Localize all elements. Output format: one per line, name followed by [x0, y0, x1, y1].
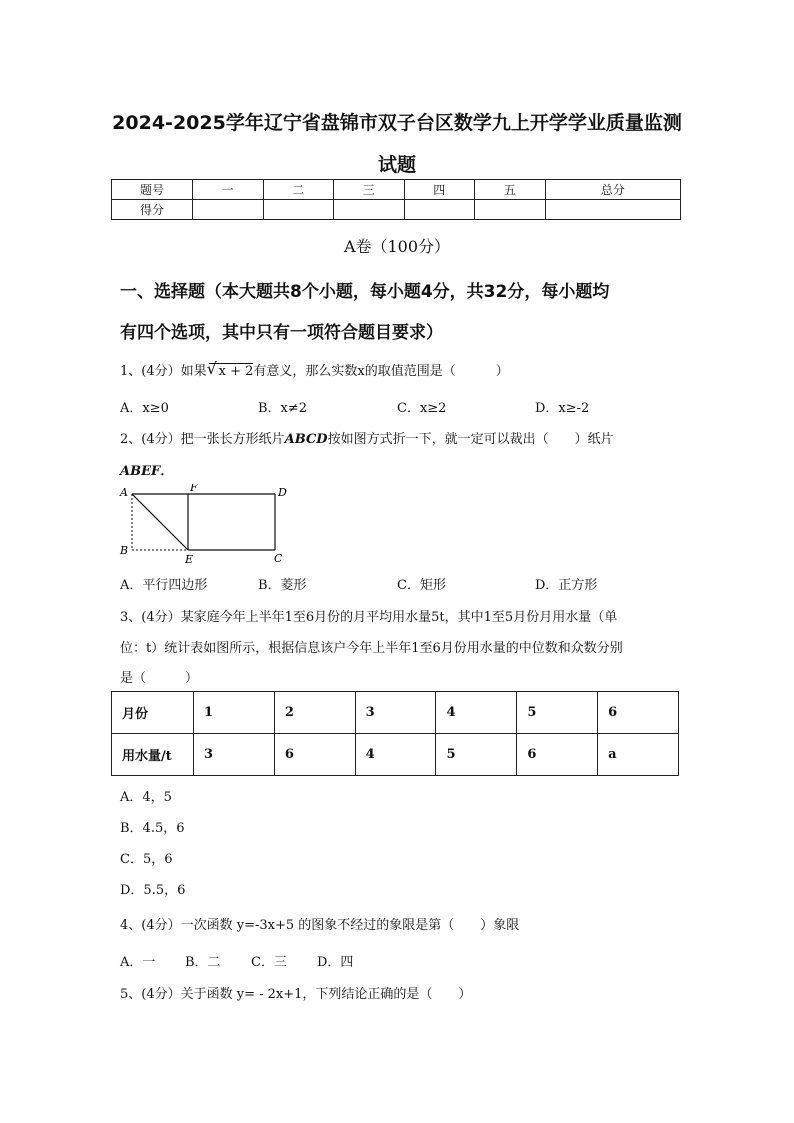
score-header-cell: 题号: [112, 180, 193, 200]
table-cell: 月份: [112, 692, 194, 734]
question-5: 5、(4分）关于函数 y= - 2x+1，下列结论正确的是（ ）: [120, 987, 472, 1002]
section-a-heading: A卷（100分）: [343, 237, 451, 256]
table-cell: 4: [436, 692, 517, 734]
q4-option-c[interactable]: C．三: [251, 955, 287, 970]
question-1: [120, 360, 509, 379]
score-header-row: [112, 180, 681, 200]
q1-prefix: 1、(4分）如果: [120, 364, 207, 379]
q3-option-c[interactable]: C．5，6: [120, 852, 173, 867]
q1-option-b[interactable]: B．x≠2: [258, 401, 308, 416]
table-cell: 4: [355, 734, 436, 776]
table-cell: 1: [194, 692, 275, 734]
q1-option-c[interactable]: C．x≥2: [397, 401, 447, 416]
label-a: A: [120, 486, 128, 499]
table-cell: a: [598, 734, 679, 776]
label-f: F: [190, 484, 198, 494]
label-b: B: [120, 544, 129, 557]
q2-line2: ABEF．: [120, 464, 174, 479]
score-header-cell: 五: [475, 180, 546, 200]
q2-text2: 按如图方式折一下，就一定可以裁出（ ）纸片: [327, 432, 614, 447]
q2-option-c[interactable]: C．矩形: [397, 578, 446, 593]
q2-option-d[interactable]: D．正方形: [535, 578, 598, 593]
part1-heading: 一、选择题（本大题共8个小题，每小题4分，共32分，每小题均: [120, 282, 610, 302]
page-title: 2024-2025学年辽宁省盘锦市双子台区数学九上开学学业质量监测: [112, 112, 682, 134]
score-header-cell: 一: [193, 180, 264, 200]
part1-heading-line2: 有四个选项，其中只有一项符合题目要求）: [120, 323, 443, 343]
question-3: 3、(4分）某家庭今年上半年1至6月份的月平均用水量5t，其中1至5月份月用水量（单: [120, 610, 618, 625]
table-cell: 6: [274, 734, 355, 776]
q1-option-a[interactable]: A．x≥0: [120, 401, 169, 416]
score-row: [112, 200, 681, 220]
score-cell: [334, 200, 405, 220]
score-header-cell: 四: [404, 180, 475, 200]
table-cell: 用水量/t: [112, 734, 194, 776]
question-2: [120, 428, 614, 447]
question-4: 4、(4分）一次函数 y=-3x+5 的图象不经过的象限是第（ ）象限: [120, 918, 520, 933]
table-cell: 3: [194, 734, 275, 776]
question-3-line3: 是（ ）: [120, 671, 199, 686]
table-row-month: [112, 692, 679, 734]
score-cell: [263, 200, 334, 220]
sqrt-expression: [209, 363, 254, 379]
fold-figure: [115, 484, 295, 566]
score-cell: [193, 200, 264, 220]
table-cell: 2: [274, 692, 355, 734]
q4-option-b[interactable]: B．二: [185, 955, 221, 970]
q1-suffix: 有意义，那么实数x的取值范围是（: [253, 364, 456, 379]
table-cell: 6: [598, 692, 679, 734]
page-title-line2: 试题: [377, 154, 416, 176]
table-cell: 5: [436, 734, 517, 776]
score-cell: [545, 200, 681, 220]
q2-option-a[interactable]: A．平行四边形: [120, 578, 208, 593]
score-cell: [475, 200, 546, 220]
q4-option-a[interactable]: A．一: [120, 955, 156, 970]
label-d: D: [278, 486, 287, 499]
q2-rect-name: ABCD: [284, 432, 328, 447]
label-c: C: [274, 552, 283, 565]
score-table: [111, 179, 681, 220]
table-cell: 5: [517, 692, 598, 734]
q2-option-b[interactable]: B．菱形: [258, 578, 307, 593]
q1-close: ）: [495, 364, 509, 379]
label-e: E: [185, 553, 194, 566]
table-cell: 3: [355, 692, 436, 734]
table-cell: 6: [517, 734, 598, 776]
q4-option-d[interactable]: D．四: [317, 955, 354, 970]
q3-option-b[interactable]: B．4.5，6: [120, 821, 185, 836]
water-usage-table: [111, 691, 679, 776]
score-header-cell: 三: [334, 180, 405, 200]
question-3-line2: 位：t）统计表如图所示，根据信息该户今年上半年1至6月份用水量的中位数和众数分别: [120, 641, 623, 656]
q1-radicand: x + 2: [218, 364, 254, 379]
score-row-label: 得分: [112, 200, 193, 220]
q3-option-d[interactable]: D．5.5，6: [120, 883, 186, 898]
q1-option-d[interactable]: D．x≥-2: [535, 401, 590, 416]
score-cell: [404, 200, 475, 220]
score-header-cell: 二: [263, 180, 334, 200]
score-header-cell: 总分: [545, 180, 681, 200]
table-row-usage: [112, 734, 679, 776]
q2-text: 2、(4分）把一张长方形纸片: [120, 432, 285, 447]
fold-line-ae: [132, 494, 188, 550]
q3-option-a[interactable]: A．4，5: [120, 790, 172, 805]
